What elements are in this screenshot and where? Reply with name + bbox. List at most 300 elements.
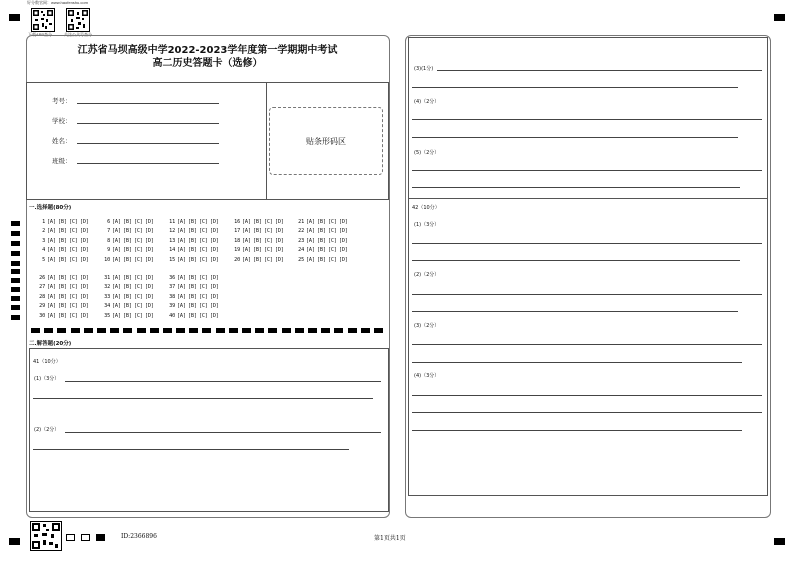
- answer-bubble[interactable]: [A]: [242, 247, 251, 254]
- timing-mark: [11, 231, 20, 236]
- choice-question-17[interactable]: [230, 228, 286, 234]
- answer-bubble[interactable]: [D]: [144, 312, 154, 319]
- answer-bubble[interactable]: [B]: [187, 219, 197, 225]
- answer-bubble[interactable]: [D]: [79, 247, 89, 254]
- answer-bubble[interactable]: [D]: [144, 293, 154, 300]
- answer-bubble[interactable]: [D]: [144, 237, 154, 244]
- answer-bubble[interactable]: [B]: [122, 303, 132, 310]
- choice-question-36[interactable]: [165, 275, 221, 281]
- q41-part1-label: (1)（3分）: [34, 376, 60, 382]
- answer-bubble[interactable]: [C]: [263, 228, 273, 235]
- answer-bubble[interactable]: [B]: [187, 293, 197, 300]
- answer-bubble[interactable]: [D]: [209, 293, 219, 300]
- question-number: 40: [169, 312, 175, 319]
- q42-part3-line[interactable]: [412, 344, 762, 345]
- q42-part1-label: (1)（3分）: [414, 222, 440, 228]
- answer-bubble[interactable]: [B]: [122, 219, 132, 225]
- choice-question-18[interactable]: [230, 238, 286, 244]
- registration-mark-bottom-right: [774, 538, 785, 545]
- timing-mark: [11, 269, 20, 274]
- sheet-id: ID:2366896: [121, 533, 157, 540]
- answer-bubble[interactable]: [C]: [263, 256, 273, 263]
- answer-bubble[interactable]: [D]: [209, 275, 219, 281]
- answer-bubble[interactable]: [B]: [316, 247, 326, 254]
- answer-bubble[interactable]: [B]: [57, 228, 67, 235]
- answer-bubble[interactable]: [D]: [274, 237, 284, 244]
- answer-bubble[interactable]: [A]: [242, 228, 251, 235]
- question-number: 15: [169, 256, 175, 263]
- answer-bubble[interactable]: [A]: [306, 256, 315, 263]
- answer-bubble[interactable]: [A]: [112, 303, 121, 310]
- class-field[interactable]: [77, 163, 219, 164]
- question-number: 17: [234, 228, 240, 235]
- registration-mark-bottom-left: [9, 538, 20, 545]
- choice-question-30[interactable]: [35, 313, 91, 319]
- choice-question-10[interactable]: [100, 257, 156, 263]
- answer-bubble[interactable]: [C]: [327, 228, 337, 235]
- answer-bubble[interactable]: [C]: [263, 219, 273, 225]
- answer-bubble[interactable]: [D]: [79, 293, 89, 300]
- choice-question-11[interactable]: [165, 219, 221, 225]
- answer-bubble[interactable]: [C]: [198, 275, 208, 281]
- question-number: 5: [42, 256, 45, 263]
- answer-bubble[interactable]: [A]: [242, 237, 251, 244]
- answer-bubble[interactable]: [A]: [47, 228, 56, 235]
- choice-question-31[interactable]: [100, 275, 156, 281]
- answer-bubble[interactable]: [D]: [209, 247, 219, 254]
- answer-bubble[interactable]: [B]: [316, 256, 326, 263]
- choice-question-27[interactable]: [35, 284, 91, 290]
- answer-bubble[interactable]: [C]: [68, 303, 78, 310]
- section-separator: [31, 328, 383, 333]
- question-number: 34: [104, 303, 110, 310]
- answer-bubble[interactable]: [B]: [122, 247, 132, 254]
- question-number: 10: [104, 256, 110, 263]
- answer-bubble[interactable]: [A]: [177, 303, 186, 310]
- question-number: 19: [234, 247, 240, 254]
- answer-bubble[interactable]: [B]: [57, 284, 67, 291]
- answer-bubble[interactable]: [C]: [68, 256, 78, 263]
- answer-bubble[interactable]: [B]: [252, 247, 262, 254]
- question-number: 30: [39, 312, 45, 319]
- q41-part5-line[interactable]: [412, 187, 740, 188]
- answer-bubble[interactable]: [D]: [79, 275, 89, 281]
- answer-bubble[interactable]: [B]: [187, 284, 197, 291]
- answer-bubble[interactable]: [A]: [112, 228, 121, 235]
- answer-bubble[interactable]: [A]: [177, 275, 186, 281]
- choice-question-7[interactable]: [100, 228, 156, 234]
- question-number: 12: [169, 228, 175, 235]
- choice-question-23[interactable]: [294, 238, 350, 244]
- answer-bubble[interactable]: [C]: [68, 247, 78, 254]
- qr-code-icon: [31, 8, 55, 32]
- answer-bubble[interactable]: [B]: [122, 293, 132, 300]
- answer-bubble[interactable]: [C]: [198, 303, 208, 310]
- follow-text: 关注公众号查分: [64, 32, 92, 37]
- answer-bubble[interactable]: [A]: [306, 237, 315, 244]
- question-number: 36: [169, 275, 175, 281]
- exam-number-label: 考号：: [52, 97, 72, 105]
- answer-bubble[interactable]: [C]: [327, 247, 337, 254]
- answer-bubble[interactable]: [B]: [57, 256, 67, 263]
- answer-bubble[interactable]: [C]: [133, 219, 143, 225]
- answer-bubble[interactable]: [B]: [57, 237, 67, 244]
- q41-part4-line[interactable]: [412, 119, 762, 120]
- question-number: 39: [169, 303, 175, 310]
- answer-bubble[interactable]: [A]: [47, 247, 56, 254]
- answer-bubble[interactable]: [C]: [133, 237, 143, 244]
- answer-bubble[interactable]: [A]: [47, 256, 56, 263]
- answer-bubble[interactable]: [B]: [57, 312, 67, 319]
- question-number: 8: [107, 237, 110, 244]
- choice-question-1[interactable]: [35, 219, 91, 225]
- q42-part4-label: (4)（3分）: [414, 373, 440, 379]
- q42-part3-line[interactable]: [412, 362, 742, 363]
- answer-bubble[interactable]: [C]: [68, 312, 78, 319]
- answer-bubble[interactable]: [C]: [198, 219, 208, 225]
- answer-bubble[interactable]: [C]: [133, 303, 143, 310]
- answer-bubble[interactable]: [A]: [177, 219, 186, 225]
- question-number: 9: [107, 247, 110, 254]
- choice-question-26[interactable]: [35, 275, 91, 281]
- answer-bubble[interactable]: [A]: [177, 312, 186, 319]
- answer-bubble[interactable]: [B]: [57, 275, 67, 281]
- answer-bubble[interactable]: [B]: [122, 312, 132, 319]
- answer-bubble[interactable]: [D]: [144, 247, 154, 254]
- registration-mark-top-left: [9, 14, 20, 21]
- question-number: 27: [39, 284, 45, 291]
- timing-mark: [11, 278, 20, 283]
- q41-part5-line[interactable]: [412, 170, 762, 171]
- answer-bubble[interactable]: [C]: [68, 228, 78, 235]
- answer-bubble[interactable]: [C]: [68, 275, 78, 281]
- answer-bubble[interactable]: [B]: [57, 247, 67, 254]
- answer-bubble[interactable]: [C]: [198, 228, 208, 235]
- answer-bubble[interactable]: [C]: [133, 284, 143, 291]
- answer-bubble[interactable]: [B]: [316, 219, 326, 225]
- answer-bubble[interactable]: [B]: [252, 237, 262, 244]
- answer-bubble[interactable]: [C]: [198, 312, 208, 319]
- answer-bubble[interactable]: [C]: [68, 237, 78, 244]
- q42-part4-line[interactable]: [412, 430, 742, 431]
- site-text: 好分数官网：www.haofenshu.com: [27, 0, 88, 5]
- choice-question-4[interactable]: [35, 247, 91, 253]
- answer-bubble[interactable]: [D]: [144, 256, 154, 263]
- timing-mark: [11, 241, 20, 246]
- q41-continued-box: [408, 37, 768, 199]
- answer-bubble[interactable]: [C]: [133, 247, 143, 254]
- choice-question-28[interactable]: [35, 294, 91, 300]
- answer-bubble[interactable]: [B]: [122, 237, 132, 244]
- answer-bubble[interactable]: [D]: [144, 284, 154, 291]
- question-number: 21: [298, 219, 304, 225]
- question-number: 14: [169, 247, 175, 254]
- choice-question-8[interactable]: [100, 238, 156, 244]
- question-number: 32: [104, 284, 110, 291]
- choice-question-5[interactable]: [35, 257, 91, 263]
- answer-bubble[interactable]: [A]: [112, 293, 121, 300]
- answer-bubble[interactable]: [A]: [306, 228, 315, 235]
- question-number: 35: [104, 312, 110, 319]
- checkbox-square: [81, 534, 90, 541]
- answer-bubble[interactable]: [B]: [122, 284, 132, 291]
- q42-part3-label: (3)（2分）: [414, 323, 440, 329]
- answer-bubble[interactable]: [B]: [187, 303, 197, 310]
- answer-bubble[interactable]: [D]: [79, 219, 89, 225]
- answer-bubble[interactable]: [A]: [177, 284, 186, 291]
- choice-question-19[interactable]: [230, 247, 286, 253]
- question-number: 4: [42, 247, 45, 254]
- q41-part1-line[interactable]: [33, 398, 373, 399]
- timing-mark: [11, 221, 20, 226]
- choice-question-29[interactable]: [35, 303, 91, 309]
- answer-bubble[interactable]: [C]: [133, 312, 143, 319]
- timing-mark: [11, 287, 20, 292]
- q41-answer-box: [29, 348, 389, 512]
- answer-bubble[interactable]: [A]: [177, 247, 186, 254]
- answer-bubble[interactable]: [C]: [198, 237, 208, 244]
- choice-question-34[interactable]: [100, 303, 156, 309]
- q41-part1-line[interactable]: [65, 381, 381, 382]
- choice-question-24[interactable]: [294, 247, 350, 253]
- question-number: 37: [169, 284, 175, 291]
- answer-bubble[interactable]: [C]: [327, 237, 337, 244]
- answer-bubble[interactable]: [A]: [47, 293, 56, 300]
- question-number: 25: [298, 256, 304, 263]
- choice-question-21[interactable]: [294, 219, 350, 225]
- question-number: 22: [298, 228, 304, 235]
- choice-question-37[interactable]: [165, 284, 221, 290]
- answer-bubble[interactable]: [D]: [79, 237, 89, 244]
- q42-part1-line[interactable]: [412, 260, 740, 261]
- q42-part4-line[interactable]: [412, 395, 762, 396]
- answer-bubble[interactable]: [A]: [47, 275, 56, 281]
- timing-mark: [11, 261, 20, 266]
- page-number: 第1页共1页: [374, 535, 406, 542]
- question-number: 2: [42, 228, 45, 235]
- answer-bubble[interactable]: [A]: [112, 275, 121, 281]
- registration-mark-top-right: [774, 14, 785, 21]
- answer-bubble[interactable]: [B]: [187, 237, 197, 244]
- answer-bubble[interactable]: [C]: [263, 247, 273, 254]
- question-number: 20: [234, 256, 240, 263]
- answer-bubble[interactable]: [C]: [327, 219, 337, 225]
- choice-question-33[interactable]: [100, 294, 156, 300]
- answer-bubble[interactable]: [C]: [133, 228, 143, 235]
- choice-question-12[interactable]: [165, 228, 221, 234]
- q41-part2-line[interactable]: [65, 432, 381, 433]
- choice-question-20[interactable]: [230, 257, 286, 263]
- answer-bubble[interactable]: [A]: [306, 247, 315, 254]
- answer-bubble[interactable]: [A]: [47, 284, 56, 291]
- question-number: 33: [104, 293, 110, 300]
- answer-bubble[interactable]: [A]: [242, 219, 251, 225]
- answer-bubble[interactable]: [D]: [274, 256, 284, 263]
- choice-question-6[interactable]: [100, 219, 156, 225]
- answer-bubble[interactable]: [B]: [122, 256, 132, 263]
- choice-question-39[interactable]: [165, 303, 221, 309]
- answer-bubble[interactable]: [D]: [79, 312, 89, 319]
- answer-bubble[interactable]: [B]: [187, 228, 197, 235]
- answer-bubble[interactable]: [A]: [177, 293, 186, 300]
- timing-mark: [11, 296, 20, 301]
- choice-question-16[interactable]: [230, 219, 286, 225]
- question-number: 24: [298, 247, 304, 254]
- timing-mark: [11, 315, 20, 320]
- question-number: 16: [234, 219, 240, 225]
- answer-bubble[interactable]: [C]: [133, 293, 143, 300]
- q42-part2-label: (2)（2分）: [414, 272, 440, 278]
- answer-bubble[interactable]: [C]: [198, 256, 208, 263]
- answer-bubble[interactable]: [D]: [144, 228, 154, 235]
- question-number: 3: [42, 237, 45, 244]
- q42-part2-line[interactable]: [412, 294, 762, 295]
- answer-bubble[interactable]: [A]: [112, 284, 121, 291]
- q42-part2-line[interactable]: [412, 311, 738, 312]
- answer-bubble[interactable]: [D]: [274, 219, 284, 225]
- answer-bubble[interactable]: [D]: [209, 237, 219, 244]
- choice-question-32[interactable]: [100, 284, 156, 290]
- answer-bubble[interactable]: [A]: [112, 247, 121, 254]
- exam-number-field[interactable]: [77, 103, 219, 104]
- answer-bubble[interactable]: [D]: [79, 284, 89, 291]
- timing-mark: [11, 251, 20, 256]
- school-field[interactable]: [77, 123, 219, 124]
- answer-bubble[interactable]: [D]: [209, 228, 219, 235]
- choice-question-15[interactable]: [165, 257, 221, 263]
- answer-bubble[interactable]: [A]: [177, 237, 186, 244]
- choice-question-9[interactable]: [100, 247, 156, 253]
- choice-question-40[interactable]: [165, 313, 221, 319]
- choice-question-2[interactable]: [35, 228, 91, 234]
- checkbox-square: [66, 534, 75, 541]
- answer-bubble[interactable]: [D]: [338, 219, 348, 225]
- choice-question-38[interactable]: [165, 294, 221, 300]
- answer-bubble[interactable]: [D]: [209, 284, 219, 291]
- answer-bubble[interactable]: [C]: [263, 237, 273, 244]
- answer-bubble[interactable]: [D]: [274, 228, 284, 235]
- answer-bubble[interactable]: [A]: [47, 303, 56, 310]
- q41-part3-line[interactable]: [437, 70, 762, 71]
- answer-bubble[interactable]: [B]: [187, 247, 197, 254]
- answer-bubble[interactable]: [B]: [57, 219, 67, 225]
- answer-bubble[interactable]: [B]: [57, 303, 67, 310]
- choice-question-14[interactable]: [165, 247, 221, 253]
- answer-bubble[interactable]: [D]: [144, 303, 154, 310]
- question-number: 26: [39, 275, 45, 281]
- answer-section-heading: 二.解答题(20分): [29, 341, 72, 347]
- answer-bubble[interactable]: [B]: [57, 293, 67, 300]
- q41-part4-label: (4)（2分）: [414, 99, 440, 105]
- q41-part2-line[interactable]: [33, 449, 349, 450]
- answer-bubble[interactable]: [A]: [112, 219, 121, 225]
- answer-bubble[interactable]: [D]: [338, 256, 348, 263]
- answer-bubble[interactable]: [B]: [252, 219, 262, 225]
- answer-bubble[interactable]: [A]: [112, 237, 121, 244]
- question-number: 13: [169, 237, 175, 244]
- question-number: 23: [298, 237, 304, 244]
- class-label: 班级：: [52, 157, 72, 165]
- q41-part3-line[interactable]: [412, 87, 738, 88]
- qr-code-icon: [30, 521, 62, 551]
- answer-bubble[interactable]: [A]: [112, 312, 121, 319]
- answer-bubble[interactable]: [C]: [133, 275, 143, 281]
- answer-bubble[interactable]: [D]: [209, 256, 219, 263]
- choice-question-25[interactable]: [294, 257, 350, 263]
- info-divider: [266, 82, 267, 199]
- answer-bubble[interactable]: [B]: [187, 312, 197, 319]
- question-number: 29: [39, 303, 45, 310]
- answer-bubble[interactable]: [C]: [198, 284, 208, 291]
- answer-bubble[interactable]: [A]: [306, 219, 315, 225]
- answer-bubble[interactable]: [A]: [47, 312, 56, 319]
- answer-bubble[interactable]: [D]: [144, 275, 154, 281]
- answer-bubble[interactable]: [B]: [252, 256, 262, 263]
- q41-part3-label: (3)(1分): [414, 66, 434, 72]
- q42-part1-line[interactable]: [412, 243, 762, 244]
- answer-bubble[interactable]: [D]: [79, 228, 89, 235]
- answer-bubble[interactable]: [D]: [338, 228, 348, 235]
- answer-bubble[interactable]: [D]: [79, 303, 89, 310]
- answer-bubble[interactable]: [B]: [187, 256, 197, 263]
- barcode-zone: [269, 107, 383, 175]
- choice-section-heading: 一.选择题(80分): [29, 205, 72, 211]
- answer-bubble[interactable]: [A]: [47, 237, 56, 244]
- name-field[interactable]: [77, 143, 219, 144]
- question-number: 1: [42, 219, 45, 225]
- answer-bubble[interactable]: [B]: [122, 228, 132, 235]
- answer-bubble[interactable]: [D]: [209, 312, 219, 319]
- answer-bubble[interactable]: [B]: [252, 228, 262, 235]
- question-number: 31: [104, 275, 110, 281]
- answer-bubble[interactable]: [C]: [198, 293, 208, 300]
- answer-bubble[interactable]: [C]: [68, 284, 78, 291]
- answer-bubble[interactable]: [C]: [68, 219, 78, 225]
- choice-question-35[interactable]: [100, 313, 156, 319]
- answer-bubble[interactable]: [D]: [338, 247, 348, 254]
- answer-bubble[interactable]: [C]: [327, 256, 337, 263]
- answer-bubble[interactable]: [C]: [133, 256, 143, 263]
- checkbox-square: [96, 534, 105, 541]
- answer-bubble[interactable]: [D]: [144, 219, 154, 225]
- answer-bubble[interactable]: [A]: [242, 256, 251, 263]
- answer-bubble[interactable]: [B]: [122, 275, 132, 281]
- answer-bubble[interactable]: [D]: [209, 303, 219, 310]
- answer-bubble[interactable]: [D]: [209, 219, 219, 225]
- answer-bubble[interactable]: [B]: [316, 228, 326, 235]
- answer-bubble[interactable]: [C]: [198, 247, 208, 254]
- answer-bubble[interactable]: [B]: [187, 275, 197, 281]
- question-number: 18: [234, 237, 240, 244]
- answer-bubble[interactable]: [B]: [316, 237, 326, 244]
- answer-bubble[interactable]: [D]: [274, 247, 284, 254]
- answer-bubble[interactable]: [D]: [338, 237, 348, 244]
- answer-bubble[interactable]: [A]: [112, 256, 121, 263]
- choice-question-13[interactable]: [165, 238, 221, 244]
- answer-bubble[interactable]: [C]: [68, 293, 78, 300]
- q42-part4-line[interactable]: [412, 412, 762, 413]
- answer-bubble[interactable]: [A]: [177, 228, 186, 235]
- q41-part2-label: (2)（2分）: [34, 427, 60, 433]
- q41-title: 41（10分）: [33, 359, 61, 365]
- answer-bubble[interactable]: [D]: [79, 256, 89, 263]
- choice-question-3[interactable]: [35, 238, 91, 244]
- answer-bubble[interactable]: [A]: [177, 256, 186, 263]
- choice-question-22[interactable]: [294, 228, 350, 234]
- question-number: 11: [169, 219, 175, 225]
- answer-bubble[interactable]: [A]: [47, 219, 56, 225]
- q41-part4-line[interactable]: [412, 137, 738, 138]
